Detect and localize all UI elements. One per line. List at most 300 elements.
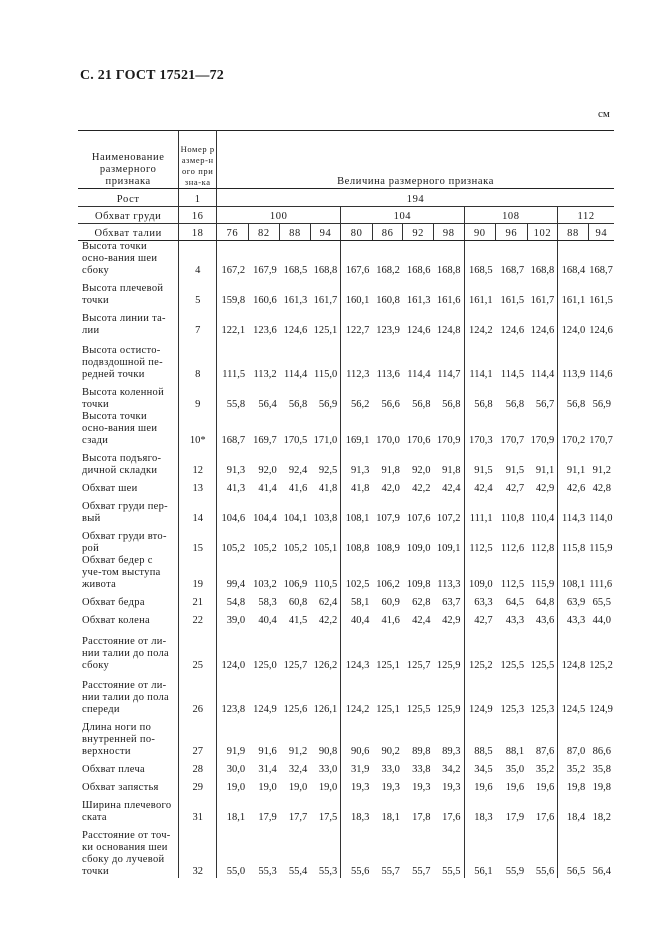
cell-value: 106,9: [283, 579, 308, 590]
cell-value: 56,2: [341, 381, 373, 411]
chest-group: 100: [217, 207, 341, 224]
table-row: [78, 307, 614, 337]
cell-value: 168,7: [221, 435, 246, 446]
cell-value: 19,6: [535, 782, 555, 793]
cell-value: 123,9: [376, 325, 400, 336]
cell-value: 39,0: [226, 615, 246, 626]
header-name-column: Наименование размерного признака: [78, 131, 179, 189]
cell-value: 109,8: [406, 579, 431, 590]
cell-value: 92,4: [288, 465, 308, 476]
header-value-column: Величина размерного признака: [217, 131, 614, 189]
cell-value: 107,9: [376, 513, 400, 524]
cell-value: 55,3: [318, 866, 338, 877]
cell-value: 18,2: [592, 812, 611, 823]
cell-value: 124,6: [530, 325, 555, 336]
cell-value: 106,2: [376, 579, 400, 590]
cell-value: 125,7: [283, 660, 308, 671]
cell-value: 170,5: [283, 435, 308, 446]
cell-value: 88,5: [464, 716, 496, 758]
cell-value: 115,8: [558, 525, 589, 555]
row-chest-label: Обхват груди: [78, 207, 179, 224]
cell-value: 92,0: [412, 465, 431, 476]
cell-value: 168,7: [500, 265, 525, 276]
cell-value: 110,8: [500, 513, 525, 524]
cell-value: 18,3: [464, 794, 496, 824]
row-rost-value: 194: [217, 189, 614, 207]
cell-value: 42,2: [412, 483, 431, 494]
cell-value: 107,6: [406, 513, 431, 524]
header-num-column: Номер размер-ного призна-ка: [179, 131, 217, 189]
table-row: [78, 555, 614, 591]
cell-value: 109,0: [464, 555, 496, 591]
cell-value: 161,3: [283, 295, 308, 306]
cell-value: 17,6: [442, 812, 461, 823]
cell-value: 104,6: [221, 513, 246, 524]
cell-value: 18,3: [341, 794, 373, 824]
row-number: 15: [179, 525, 217, 555]
cell-value: 64,8: [535, 597, 555, 608]
cell-value: 19,3: [341, 776, 373, 794]
cell-value: 125,1: [313, 325, 338, 336]
cell-value: 55,4: [288, 866, 308, 877]
row-label: Обхват груди вто-рой: [82, 531, 167, 554]
table-row: [78, 337, 614, 381]
cell-value: 171,0: [313, 435, 338, 446]
table-row: [78, 277, 614, 307]
waist-value: 94: [588, 224, 614, 241]
cell-value: 126,2: [313, 660, 338, 671]
cell-value: 87,0: [558, 716, 589, 758]
row-label: Длина ноги по внутренней по-верхности: [82, 722, 156, 757]
cell-value: 87,6: [535, 746, 555, 757]
row-number: 25: [179, 627, 217, 672]
table-row: [78, 794, 614, 824]
table-row: [78, 627, 614, 672]
row-number: 8: [179, 337, 217, 381]
cell-value: 32,4: [288, 764, 308, 775]
cell-value: 168,2: [376, 265, 400, 276]
cell-value: 91,5: [505, 465, 525, 476]
row-label: Высота коленной точки: [82, 387, 165, 410]
cell-value: 42,8: [592, 483, 611, 494]
cell-value: 34,2: [442, 764, 461, 775]
cell-value: 124,3: [341, 627, 373, 672]
chest-group: 104: [341, 207, 464, 224]
row-number: 4: [179, 241, 217, 278]
cell-value: 125,5: [530, 660, 555, 671]
waist-value: 86: [372, 224, 403, 241]
table-row: [78, 609, 614, 627]
row-label: Обхват шеи: [82, 483, 138, 494]
cell-value: 161,1: [464, 277, 496, 307]
table-row: [78, 672, 614, 716]
cell-value: 111,6: [589, 579, 613, 590]
cell-value: 109,1: [436, 543, 461, 554]
row-number: 7: [179, 307, 217, 337]
cell-value: 55,6: [535, 866, 555, 877]
row-label: Обхват бедер с уче-том выступа живота: [82, 555, 161, 590]
cell-value: 124,6: [283, 325, 308, 336]
cell-value: 125,9: [436, 660, 461, 671]
cell-value: 35,2: [558, 758, 589, 776]
cell-value: 56,9: [592, 399, 611, 410]
cell-value: 125,7: [406, 660, 431, 671]
cell-value: 115,9: [589, 543, 613, 554]
cell-value: 19,0: [318, 782, 338, 793]
waist-value: 92: [403, 224, 434, 241]
cell-value: 56,8: [558, 381, 589, 411]
cell-value: 124,8: [558, 627, 589, 672]
cell-value: 124,0: [558, 307, 589, 337]
table-row: [78, 776, 614, 794]
cell-value: 168,6: [406, 265, 431, 276]
waist-value: 82: [248, 224, 280, 241]
cell-value: 41,8: [318, 483, 338, 494]
row-number: 32: [179, 824, 217, 878]
table-row: [78, 241, 614, 278]
row-label: Высота линии та-лии: [82, 313, 166, 336]
cell-value: 108,9: [376, 543, 400, 554]
cell-value: 19,3: [412, 782, 431, 793]
row-number: 26: [179, 672, 217, 716]
cell-value: 169,1: [341, 411, 373, 447]
cell-value: 62,8: [412, 597, 431, 608]
cell-value: 170,3: [464, 411, 496, 447]
cell-value: 102,5: [341, 555, 373, 591]
waist-value: 94: [310, 224, 341, 241]
cell-value: 115,0: [314, 369, 338, 380]
cell-value: 19,8: [558, 776, 589, 794]
row-number: 5: [179, 277, 217, 307]
cell-value: 122,1: [221, 325, 246, 336]
cell-value: 56,4: [592, 866, 611, 877]
cell-value: 19,8: [592, 782, 611, 793]
cell-value: 56,9: [318, 399, 338, 410]
cell-value: 125,5: [500, 660, 525, 671]
cell-value: 124,6: [500, 325, 525, 336]
cell-value: 90,6: [341, 716, 373, 758]
cell-value: 91,5: [464, 447, 496, 477]
cell-value: 33,0: [381, 764, 400, 775]
cell-value: 125,1: [376, 704, 400, 715]
cell-value: 167,2: [221, 265, 246, 276]
cell-value: 114,0: [589, 513, 613, 524]
cell-value: 31,9: [341, 758, 373, 776]
cell-value: 125,2: [589, 660, 613, 671]
cell-value: 124,9: [464, 672, 496, 716]
cell-value: 89,8: [412, 746, 431, 757]
cell-value: 161,5: [589, 295, 613, 306]
cell-value: 168,8: [530, 265, 555, 276]
row-rost-num: 1: [179, 189, 217, 207]
cell-value: 41,6: [381, 615, 400, 626]
cell-value: 125,1: [376, 660, 400, 671]
cell-value: 125,5: [406, 704, 431, 715]
row-label: Высота плечевой точки: [82, 283, 164, 306]
row-number: 9: [179, 381, 217, 411]
cell-value: 42,9: [535, 483, 555, 494]
cell-value: 40,4: [341, 609, 373, 627]
row-number: 10*: [179, 411, 217, 447]
cell-value: 56,8: [464, 381, 496, 411]
cell-value: 92,5: [318, 465, 338, 476]
row-label: Ширина плечевого ската: [82, 800, 172, 823]
cell-value: 63,7: [442, 597, 461, 608]
cell-value: 160,6: [253, 295, 277, 306]
cell-value: 124,9: [253, 704, 277, 715]
cell-value: 56,8: [412, 399, 431, 410]
cell-value: 89,3: [442, 746, 461, 757]
cell-value: 91,6: [258, 746, 277, 757]
cell-value: 91,8: [442, 465, 461, 476]
row-label: Высота подъяго-дичной складки: [82, 453, 162, 476]
cell-value: 56,8: [288, 399, 308, 410]
cell-value: 167,6: [341, 241, 373, 278]
cell-value: 168,8: [313, 265, 338, 276]
cell-value: 60,8: [288, 597, 308, 608]
cell-value: 114,4: [407, 369, 431, 380]
cell-value: 63,9: [558, 591, 589, 609]
cell-value: 54,8: [226, 597, 246, 608]
cell-value: 112,5: [464, 525, 496, 555]
cell-value: 91,8: [381, 465, 400, 476]
cell-value: 170,6: [406, 435, 431, 446]
cell-value: 42,0: [381, 483, 400, 494]
cell-value: 42,4: [464, 477, 496, 495]
row-number: 28: [179, 758, 217, 776]
cell-value: 55,7: [381, 866, 400, 877]
cell-value: 35,8: [592, 764, 611, 775]
cell-value: 124,0: [221, 660, 246, 671]
cell-value: 55,6: [341, 824, 373, 878]
cell-value: 160,1: [341, 277, 373, 307]
cell-value: 124,6: [589, 325, 613, 336]
cell-value: 170,2: [558, 411, 589, 447]
cell-value: 105,2: [221, 543, 246, 554]
unit-label: см: [598, 108, 610, 120]
cell-value: 34,5: [464, 758, 496, 776]
row-number: 19: [179, 555, 217, 591]
cell-value: 161,5: [500, 295, 525, 306]
cell-value: 160,8: [376, 295, 400, 306]
cell-value: 55,8: [226, 399, 246, 410]
waist-value: 90: [464, 224, 496, 241]
cell-value: 123,6: [253, 325, 277, 336]
cell-value: 56,8: [442, 399, 461, 410]
row-label: Обхват груди пер-вый: [82, 501, 168, 524]
row-number: 13: [179, 477, 217, 495]
cell-value: 17,9: [505, 812, 525, 823]
cell-value: 126,1: [313, 704, 338, 715]
cell-value: 91,1: [535, 465, 555, 476]
cell-value: 56,8: [505, 399, 525, 410]
cell-value: 170,7: [500, 435, 525, 446]
cell-value: 63,3: [464, 591, 496, 609]
cell-value: 17,5: [318, 812, 338, 823]
cell-value: 43,3: [558, 609, 589, 627]
cell-value: 168,5: [464, 241, 496, 278]
cell-value: 17,6: [535, 812, 555, 823]
cell-value: 111,1: [464, 495, 496, 525]
table-row: [78, 824, 614, 878]
row-number: 31: [179, 794, 217, 824]
cell-value: 55,7: [412, 866, 431, 877]
cell-value: 42,9: [442, 615, 461, 626]
cell-value: 56,4: [258, 399, 277, 410]
cell-value: 91,2: [288, 746, 308, 757]
cell-value: 17,7: [288, 812, 308, 823]
cell-value: 125,3: [530, 704, 555, 715]
cell-value: 91,2: [592, 465, 611, 476]
cell-value: 108,1: [558, 555, 589, 591]
row-number: 22: [179, 609, 217, 627]
row-waist-num: 18: [179, 224, 217, 241]
cell-value: 112,6: [500, 543, 525, 554]
cell-value: 91,3: [226, 465, 246, 476]
cell-value: 114,7: [437, 369, 461, 380]
cell-value: 113,6: [376, 369, 400, 380]
cell-value: 17,9: [258, 812, 277, 823]
cell-value: 114,3: [558, 495, 589, 525]
cell-value: 114,4: [530, 369, 555, 380]
cell-value: 104,1: [283, 513, 308, 524]
cell-value: 55,3: [258, 866, 277, 877]
row-label: Высота точки осно-вания шеи сзади: [82, 411, 158, 446]
page-title: С. 21 ГОСТ 17521—72: [80, 68, 224, 83]
cell-value: 161,1: [558, 277, 589, 307]
cell-value: 124,9: [589, 704, 613, 715]
cell-value: 42,2: [318, 615, 338, 626]
cell-value: 107,2: [436, 513, 461, 524]
cell-value: 56,7: [535, 399, 555, 410]
cell-value: 161,6: [436, 295, 461, 306]
cell-value: 35,2: [535, 764, 555, 775]
cell-value: 168,5: [283, 265, 308, 276]
cell-value: 124,2: [341, 672, 373, 716]
cell-value: 125,3: [500, 704, 525, 715]
row-label: Обхват бедра: [82, 597, 145, 608]
cell-value: 110,4: [530, 513, 555, 524]
cell-value: 125,0: [253, 660, 277, 671]
cell-value: 103,2: [253, 579, 277, 590]
cell-value: 55,9: [505, 866, 525, 877]
waist-value: 88: [558, 224, 589, 241]
row-label: Обхват запястья: [82, 782, 159, 793]
cell-value: 18,4: [558, 794, 589, 824]
cell-value: 60,9: [381, 597, 400, 608]
waist-value: 88: [280, 224, 311, 241]
cell-value: 114,6: [589, 369, 613, 380]
cell-value: 169,7: [253, 435, 277, 446]
cell-value: 56,5: [558, 824, 589, 878]
cell-value: 17,8: [412, 812, 431, 823]
row-label: Расстояние от точ-ки основания шеи сбоку до лучевой точки: [82, 830, 171, 877]
table-row: [78, 716, 614, 758]
cell-value: 41,5: [288, 615, 308, 626]
cell-value: 161,3: [406, 295, 431, 306]
waist-value: 98: [433, 224, 464, 241]
row-label: Обхват колена: [82, 615, 150, 626]
table-row: [78, 447, 614, 477]
cell-value: 114,5: [500, 369, 525, 380]
cell-value: 123,8: [221, 704, 246, 715]
cell-value: 168,8: [436, 265, 461, 276]
cell-value: 90,8: [318, 746, 338, 757]
row-label: Расстояние от ли-нии талии до пола спереди: [82, 680, 170, 715]
waist-value: 76: [217, 224, 249, 241]
cell-value: 110,5: [314, 579, 338, 590]
cell-value: 108,1: [341, 495, 373, 525]
cell-value: 30,0: [226, 764, 246, 775]
cell-value: 86,6: [592, 746, 611, 757]
waist-value: 96: [496, 224, 528, 241]
cell-value: 109,0: [406, 543, 431, 554]
cell-value: 91,1: [558, 447, 589, 477]
waist-value: 102: [527, 224, 558, 241]
cell-value: 18,1: [381, 812, 400, 823]
cell-value: 114,4: [283, 369, 308, 380]
cell-value: 125,2: [464, 627, 496, 672]
cell-value: 161,7: [313, 295, 338, 306]
cell-value: 105,1: [313, 543, 338, 554]
table-row: [78, 495, 614, 525]
cell-value: 170,0: [376, 435, 400, 446]
cell-value: 168,7: [589, 265, 613, 276]
row-number: 27: [179, 716, 217, 758]
cell-value: 113,3: [437, 579, 461, 590]
cell-value: 170,7: [589, 435, 613, 446]
cell-value: 42,4: [442, 483, 461, 494]
cell-value: 19,3: [442, 782, 461, 793]
cell-value: 99,4: [226, 579, 246, 590]
row-number: 21: [179, 591, 217, 609]
cell-value: 42,7: [505, 483, 525, 494]
cell-value: 65,5: [592, 597, 611, 608]
chest-group: 108: [464, 207, 558, 224]
cell-value: 91,3: [341, 447, 373, 477]
cell-value: 41,3: [226, 483, 246, 494]
cell-value: 104,4: [253, 513, 277, 524]
cell-value: 40,4: [258, 615, 277, 626]
chest-group: 112: [558, 207, 614, 224]
row-label: Высота остисто-подвздошной пе-редней точки: [82, 345, 163, 380]
cell-value: 56,1: [464, 824, 496, 878]
cell-value: 42,4: [412, 615, 431, 626]
cell-value: 35,0: [505, 764, 525, 775]
cell-value: 19,0: [288, 782, 308, 793]
waist-value: 80: [341, 224, 373, 241]
cell-value: 33,8: [412, 764, 431, 775]
cell-value: 41,8: [341, 477, 373, 495]
cell-value: 112,5: [500, 579, 525, 590]
row-label: Обхват плеча: [82, 764, 145, 775]
cell-value: 19,6: [464, 776, 496, 794]
cell-value: 113,2: [253, 369, 277, 380]
row-number: 12: [179, 447, 217, 477]
cell-value: 64,5: [505, 597, 525, 608]
cell-value: 159,8: [221, 295, 246, 306]
table-row: [78, 758, 614, 776]
cell-value: 31,4: [258, 764, 277, 775]
cell-value: 115,9: [530, 579, 555, 590]
cell-value: 125,9: [436, 704, 461, 715]
cell-value: 103,8: [313, 513, 338, 524]
cell-value: 161,7: [530, 295, 555, 306]
cell-value: 19,0: [226, 782, 246, 793]
cell-value: 18,1: [226, 812, 246, 823]
table-row: [78, 525, 614, 555]
measurement-table: [78, 130, 614, 878]
